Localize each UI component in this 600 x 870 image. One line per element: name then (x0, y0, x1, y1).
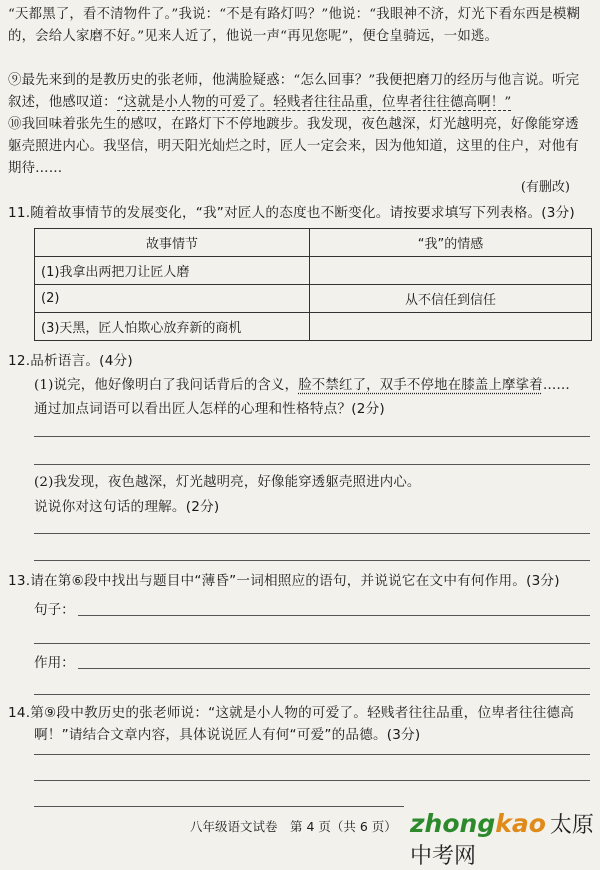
question-13-stem: 13.请在第⑥段中找出与题目中“薄昏”一词相照应的语句，并说说它在文中有何作用。(3分) (8, 573, 560, 589)
question-13-effect-label: 作用： (34, 655, 75, 671)
table-cell: (3)天黑，匠人怕欺心放弃新的商机 (35, 313, 310, 341)
question-14-stem (8, 702, 592, 746)
table-cell: 从不信任到信任 (310, 285, 592, 313)
table-cell-answer[interactable]: (2) (35, 285, 310, 313)
table-cell-answer[interactable] (310, 313, 592, 341)
question-12-sub2-quote: (2)我发现，夜色越深，灯光越明亮，好像能穿透躯壳照进内心。 (34, 475, 421, 490)
watermark-part-a: zhong (410, 809, 496, 838)
answer-line[interactable] (34, 643, 590, 644)
answer-line[interactable] (78, 615, 590, 616)
passage-paragraph-1: “天都黑了，看不清物件了。”我说：“不是有路灯吗？”他说：“我眼神不济，灯光下看东西是模糊的，会给人家磨不好。”见来人近了，他说一声“再见您呢”，便仓皇骑远，一如逃。 (8, 7, 581, 44)
answer-line[interactable] (34, 464, 590, 465)
site-watermark-logo (410, 808, 600, 870)
answer-line[interactable] (34, 436, 590, 437)
passage-paragraph-9 (8, 70, 592, 114)
table-header-row (35, 229, 592, 257)
question-12-sub2-ask: 说说你对这句话的理解。(2分) (34, 499, 220, 515)
question-11-stem: 11.随着故事情节的发展变化，“我”对匠人的态度也不断变化。请按要求填写下列表格。(3分) (8, 205, 575, 221)
paragraph-9-quote: “这就是小人物的可爱了。轻贱者往往品重，位卑者往往德高啊！” (116, 95, 512, 110)
passage-paragraph-10: ⑩我回味着张先生的感叹，在路灯下不停地踱步。我发现，夜色越深，灯光越明亮，好像能穿透躯壳照进内心。我坚信，明天阳光灿烂之时，匠人一定会来，因为他知道，这里的住户，对他有期待…… (8, 117, 579, 176)
table-row (35, 313, 592, 341)
answer-line[interactable] (34, 806, 404, 807)
table-cell: (1)我拿出两把刀让匠人磨 (35, 257, 310, 285)
watermark-part-b: kao (495, 809, 546, 838)
sub1-dotted-words: 脸不禁红了，双手不停地在膝盖上摩挲着 (298, 378, 543, 393)
question-14-stem-line-1: 14.第⑨段中教历史的张老师说：“这就是小人物的可爱了。轻贱者往往品重，位卑者往往德高 (8, 705, 575, 721)
table-header-feeling: “我”的情感 (310, 229, 592, 257)
question-12-sub1-quote (34, 375, 592, 397)
question-12-sub1-ask: 通过加点词语可以看出匠人怎样的心理和性格特点？(2分) (34, 401, 385, 417)
table-row (35, 285, 592, 313)
question-14-stem-line-2: 啊！”请结合文章内容，具体说说匠人有何“可爱”的品德。(3分) (34, 727, 421, 743)
answer-line[interactable] (34, 754, 590, 755)
sub1-quote-ellipsis: …… (542, 378, 571, 393)
table-header-plot: 故事情节 (35, 229, 310, 257)
answer-line[interactable] (34, 780, 590, 781)
sub1-quote-text: (1)说完，他好像明白了我问话背后的含义， (34, 378, 299, 393)
answer-line[interactable] (34, 694, 590, 695)
revision-note: (有删改) (520, 180, 570, 195)
question-12-stem: 12.品析语言。(4分) (8, 353, 133, 369)
answer-line[interactable] (34, 560, 590, 561)
page-footer: 八年级语文试卷 第 4 页（共 6 页） (190, 819, 397, 834)
table-cell-answer[interactable] (310, 257, 592, 285)
answer-line[interactable] (78, 668, 590, 669)
paragraph-9-text: ⑨最先来到的是教历史的张老师，他满脸疑惑：“怎么回事？”我便把磨刀的经历与他言说。听完叙述，他感叹道： (8, 73, 580, 110)
table-row (35, 257, 592, 285)
question-13-sentence-label: 句子： (34, 602, 75, 618)
question-11-table (34, 228, 592, 341)
answer-line[interactable] (34, 533, 590, 534)
watermark-part-c: 太原中考网 (410, 813, 594, 869)
